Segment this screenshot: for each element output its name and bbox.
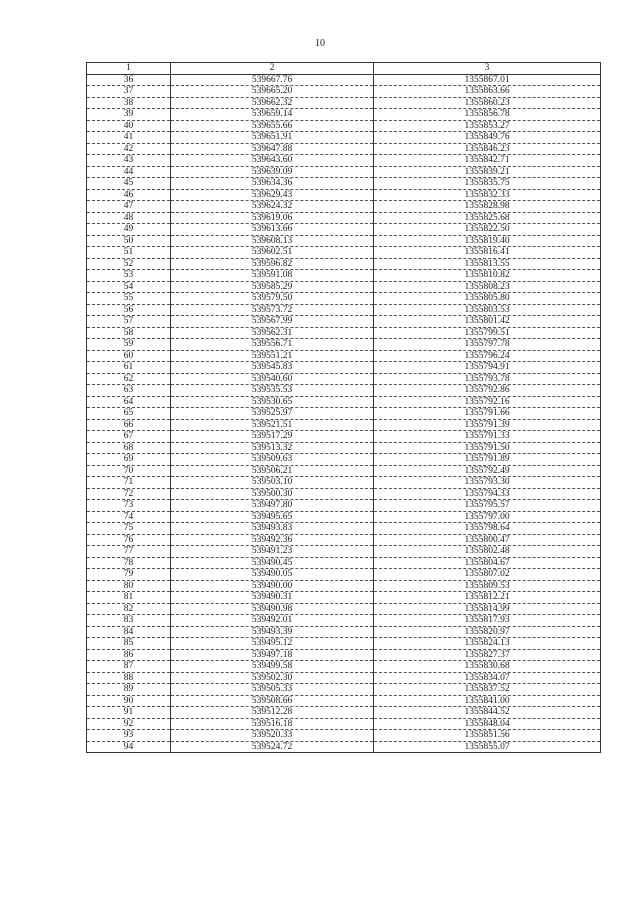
table-row: [87, 454, 601, 466]
y-coordinate-cell: 1355796.24: [374, 350, 601, 362]
table-row: [87, 247, 601, 259]
x-coordinate-cell: 539490.98: [171, 603, 374, 615]
y-coordinate-cell: 1355793.78: [374, 373, 601, 385]
coordinates-table: [86, 62, 601, 753]
point-number-cell: 42: [87, 143, 171, 155]
x-coordinate-cell: 539497.80: [171, 500, 374, 512]
table-row: [87, 327, 601, 339]
y-coordinate-cell: 1355816.41: [374, 247, 601, 259]
table-row: [87, 523, 601, 535]
point-number-cell: 87: [87, 661, 171, 673]
table-row: [87, 707, 601, 719]
point-number-cell: 78: [87, 557, 171, 569]
x-coordinate-cell: 539502.30: [171, 672, 374, 684]
y-coordinate-cell: 1355849.76: [374, 132, 601, 144]
point-number-cell: 79: [87, 569, 171, 581]
table-row: [87, 431, 601, 443]
x-coordinate-cell: 539567.99: [171, 316, 374, 328]
point-number-cell: 77: [87, 546, 171, 558]
y-coordinate-cell: 1355822.50: [374, 224, 601, 236]
y-coordinate-cell: 1355855.07: [374, 741, 601, 753]
table-row: [87, 201, 601, 213]
point-number-cell: 90: [87, 695, 171, 707]
table-row: [87, 615, 601, 627]
point-number-cell: 41: [87, 132, 171, 144]
point-number-cell: 64: [87, 396, 171, 408]
table-row: [87, 603, 601, 615]
y-coordinate-cell: 1355819.40: [374, 235, 601, 247]
x-coordinate-cell: 539659.14: [171, 109, 374, 121]
point-number-cell: 58: [87, 327, 171, 339]
point-number-cell: 69: [87, 454, 171, 466]
point-number-cell: 94: [87, 741, 171, 753]
y-coordinate-cell: 1355795.57: [374, 500, 601, 512]
point-number-cell: 37: [87, 86, 171, 98]
table-row: [87, 224, 601, 236]
table-row: [87, 316, 601, 328]
y-coordinate-cell: 1355800.47: [374, 534, 601, 546]
point-number-cell: 60: [87, 350, 171, 362]
point-number-cell: 80: [87, 580, 171, 592]
y-coordinate-cell: 1355835.75: [374, 178, 601, 190]
y-coordinate-cell: 1355867.01: [374, 74, 601, 86]
y-coordinate-cell: 1355863.66: [374, 86, 601, 98]
point-number-cell: 74: [87, 511, 171, 523]
x-coordinate-cell: 539643.60: [171, 155, 374, 167]
point-number-cell: 70: [87, 465, 171, 477]
y-coordinate-cell: 1355791.66: [374, 408, 601, 420]
y-coordinate-cell: 1355804.67: [374, 557, 601, 569]
point-number-cell: 56: [87, 304, 171, 316]
point-number-cell: 59: [87, 339, 171, 351]
point-number-cell: 86: [87, 649, 171, 661]
y-coordinate-cell: 1355834.07: [374, 672, 601, 684]
y-coordinate-cell: 1355842.71: [374, 155, 601, 167]
table-row: [87, 396, 601, 408]
point-number-cell: 63: [87, 385, 171, 397]
table-row: [87, 74, 601, 86]
point-number-cell: 52: [87, 258, 171, 270]
table-row: [87, 477, 601, 489]
x-coordinate-cell: 539629.43: [171, 189, 374, 201]
table-row: [87, 339, 601, 351]
x-coordinate-cell: 539490.05: [171, 569, 374, 581]
point-number-cell: 82: [87, 603, 171, 615]
y-coordinate-cell: 1355798.64: [374, 523, 601, 535]
table-row: [87, 155, 601, 167]
x-coordinate-cell: 539492.01: [171, 615, 374, 627]
y-coordinate-cell: 1355828.98: [374, 201, 601, 213]
table-row: [87, 465, 601, 477]
y-coordinate-cell: 1355832.33: [374, 189, 601, 201]
x-coordinate-cell: 539490.31: [171, 592, 374, 604]
y-coordinate-cell: 1355791.50: [374, 442, 601, 454]
point-number-cell: 71: [87, 477, 171, 489]
x-coordinate-cell: 539579.50: [171, 293, 374, 305]
table-row: [87, 373, 601, 385]
x-coordinate-cell: 539524.72: [171, 741, 374, 753]
column-header-point: 1: [87, 63, 171, 75]
column-header-y: 3: [374, 63, 601, 75]
x-coordinate-cell: 539662.32: [171, 97, 374, 109]
y-coordinate-cell: 1355797.00: [374, 511, 601, 523]
point-number-cell: 89: [87, 684, 171, 696]
table-row: [87, 684, 601, 696]
x-coordinate-cell: 539591.08: [171, 270, 374, 282]
table-row: [87, 132, 601, 144]
point-number-cell: 38: [87, 97, 171, 109]
y-coordinate-cell: 1355801.42: [374, 316, 601, 328]
point-number-cell: 85: [87, 638, 171, 650]
y-coordinate-cell: 1355860.23: [374, 97, 601, 109]
table-row: [87, 189, 601, 201]
table-row: [87, 661, 601, 673]
x-coordinate-cell: 539596.82: [171, 258, 374, 270]
y-coordinate-cell: 1355841.00: [374, 695, 601, 707]
point-number-cell: 36: [87, 74, 171, 86]
x-coordinate-cell: 539503.10: [171, 477, 374, 489]
y-coordinate-cell: 1355792.49: [374, 465, 601, 477]
table-row: [87, 569, 601, 581]
y-coordinate-cell: 1355813.55: [374, 258, 601, 270]
point-number-cell: 54: [87, 281, 171, 293]
point-number-cell: 50: [87, 235, 171, 247]
y-coordinate-cell: 1355792.16: [374, 396, 601, 408]
x-coordinate-cell: 539517.29: [171, 431, 374, 443]
x-coordinate-cell: 539492.36: [171, 534, 374, 546]
point-number-cell: 62: [87, 373, 171, 385]
y-coordinate-cell: 1355807.02: [374, 569, 601, 581]
x-coordinate-cell: 539499.58: [171, 661, 374, 673]
y-coordinate-cell: 1355848.04: [374, 718, 601, 730]
x-coordinate-cell: 539521.51: [171, 419, 374, 431]
point-number-cell: 44: [87, 166, 171, 178]
table-row: [87, 718, 601, 730]
point-number-cell: 47: [87, 201, 171, 213]
x-coordinate-cell: 539530.65: [171, 396, 374, 408]
point-number-cell: 84: [87, 626, 171, 638]
table-header-row: [87, 63, 601, 75]
x-coordinate-cell: 539495.12: [171, 638, 374, 650]
y-coordinate-cell: 1355803.53: [374, 304, 601, 316]
table-row: [87, 557, 601, 569]
table-row: [87, 730, 601, 742]
table-row: [87, 695, 601, 707]
y-coordinate-cell: 1355793.30: [374, 477, 601, 489]
table-row: [87, 86, 601, 98]
x-coordinate-cell: 539513.32: [171, 442, 374, 454]
table-row: [87, 488, 601, 500]
table-row: [87, 419, 601, 431]
x-coordinate-cell: 539500.30: [171, 488, 374, 500]
point-number-cell: 92: [87, 718, 171, 730]
table-row: [87, 97, 601, 109]
point-number-cell: 48: [87, 212, 171, 224]
table-row: [87, 304, 601, 316]
x-coordinate-cell: 539556.71: [171, 339, 374, 351]
point-number-cell: 61: [87, 362, 171, 374]
point-number-cell: 76: [87, 534, 171, 546]
y-coordinate-cell: 1355791.89: [374, 454, 601, 466]
point-number-cell: 51: [87, 247, 171, 259]
x-coordinate-cell: 539667.76: [171, 74, 374, 86]
y-coordinate-cell: 1355799.51: [374, 327, 601, 339]
table-row: [87, 270, 601, 282]
x-coordinate-cell: 539490.45: [171, 557, 374, 569]
table-row: [87, 120, 601, 132]
point-number-cell: 39: [87, 109, 171, 121]
x-coordinate-cell: 539535.53: [171, 385, 374, 397]
x-coordinate-cell: 539613.66: [171, 224, 374, 236]
table-row: [87, 109, 601, 121]
table-body: [87, 74, 601, 753]
x-coordinate-cell: 539508.66: [171, 695, 374, 707]
table-row: [87, 408, 601, 420]
x-coordinate-cell: 539516.18: [171, 718, 374, 730]
table-row: [87, 500, 601, 512]
x-coordinate-cell: 539562.31: [171, 327, 374, 339]
point-number-cell: 88: [87, 672, 171, 684]
x-coordinate-cell: 539490.00: [171, 580, 374, 592]
x-coordinate-cell: 539505.33: [171, 684, 374, 696]
x-coordinate-cell: 539495.65: [171, 511, 374, 523]
y-coordinate-cell: 1355794.33: [374, 488, 601, 500]
y-coordinate-cell: 1355809.53: [374, 580, 601, 592]
y-coordinate-cell: 1355820.97: [374, 626, 601, 638]
point-number-cell: 65: [87, 408, 171, 420]
y-coordinate-cell: 1355837.52: [374, 684, 601, 696]
x-coordinate-cell: 539665.20: [171, 86, 374, 98]
point-number-cell: 67: [87, 431, 171, 443]
x-coordinate-cell: 539509.63: [171, 454, 374, 466]
point-number-cell: 83: [87, 615, 171, 627]
table-row: [87, 580, 601, 592]
table-row: [87, 442, 601, 454]
y-coordinate-cell: 1355791.33: [374, 431, 601, 443]
y-coordinate-cell: 1355824.13: [374, 638, 601, 650]
table-row: [87, 212, 601, 224]
x-coordinate-cell: 539634.36: [171, 178, 374, 190]
table-row: [87, 385, 601, 397]
table-row: [87, 511, 601, 523]
y-coordinate-cell: 1355851.56: [374, 730, 601, 742]
x-coordinate-cell: 539506.21: [171, 465, 374, 477]
table-row: [87, 638, 601, 650]
table-row: [87, 293, 601, 305]
table-row: [87, 166, 601, 178]
point-number-cell: 43: [87, 155, 171, 167]
point-number-cell: 91: [87, 707, 171, 719]
y-coordinate-cell: 1355856.78: [374, 109, 601, 121]
table-row: [87, 258, 601, 270]
table-row: [87, 626, 601, 638]
point-number-cell: 72: [87, 488, 171, 500]
table-row: [87, 546, 601, 558]
x-coordinate-cell: 539619.06: [171, 212, 374, 224]
y-coordinate-cell: 1355830.68: [374, 661, 601, 673]
y-coordinate-cell: 1355853.27: [374, 120, 601, 132]
table-row: [87, 235, 601, 247]
x-coordinate-cell: 539545.83: [171, 362, 374, 374]
point-number-cell: 68: [87, 442, 171, 454]
y-coordinate-cell: 1355846.23: [374, 143, 601, 155]
point-number-cell: 53: [87, 270, 171, 282]
point-number-cell: 73: [87, 500, 171, 512]
x-coordinate-cell: 539624.32: [171, 201, 374, 213]
table-row: [87, 350, 601, 362]
x-coordinate-cell: 539512.28: [171, 707, 374, 719]
table-row: [87, 178, 601, 190]
y-coordinate-cell: 1355805.80: [374, 293, 601, 305]
x-coordinate-cell: 539651.91: [171, 132, 374, 144]
point-number-cell: 40: [87, 120, 171, 132]
x-coordinate-cell: 539493.39: [171, 626, 374, 638]
x-coordinate-cell: 539493.83: [171, 523, 374, 535]
point-number-cell: 75: [87, 523, 171, 535]
point-number-cell: 49: [87, 224, 171, 236]
point-number-cell: 93: [87, 730, 171, 742]
x-coordinate-cell: 539639.09: [171, 166, 374, 178]
x-coordinate-cell: 539608.13: [171, 235, 374, 247]
point-number-cell: 81: [87, 592, 171, 604]
y-coordinate-cell: 1355808.23: [374, 281, 601, 293]
table-row: [87, 741, 601, 753]
y-coordinate-cell: 1355817.93: [374, 615, 601, 627]
point-number-cell: 55: [87, 293, 171, 305]
x-coordinate-cell: 539540.60: [171, 373, 374, 385]
x-coordinate-cell: 539551.21: [171, 350, 374, 362]
x-coordinate-cell: 539647.88: [171, 143, 374, 155]
table-row: [87, 362, 601, 374]
point-number-cell: 57: [87, 316, 171, 328]
point-number-cell: 46: [87, 189, 171, 201]
table-row: [87, 143, 601, 155]
x-coordinate-cell: 539491.23: [171, 546, 374, 558]
point-number-cell: 45: [87, 178, 171, 190]
y-coordinate-cell: 1355802.48: [374, 546, 601, 558]
point-number-cell: 66: [87, 419, 171, 431]
table-row: [87, 649, 601, 661]
x-coordinate-cell: 539525.97: [171, 408, 374, 420]
y-coordinate-cell: 1355792.86: [374, 385, 601, 397]
table-row: [87, 281, 601, 293]
y-coordinate-cell: 1355844.52: [374, 707, 601, 719]
x-coordinate-cell: 539585.29: [171, 281, 374, 293]
y-coordinate-cell: 1355810.82: [374, 270, 601, 282]
y-coordinate-cell: 1355794.91: [374, 362, 601, 374]
y-coordinate-cell: 1355812.21: [374, 592, 601, 604]
y-coordinate-cell: 1355797.78: [374, 339, 601, 351]
y-coordinate-cell: 1355814.99: [374, 603, 601, 615]
page-number: 10: [315, 38, 325, 49]
x-coordinate-cell: 539573.72: [171, 304, 374, 316]
y-coordinate-cell: 1355827.37: [374, 649, 601, 661]
x-coordinate-cell: 539497.18: [171, 649, 374, 661]
y-coordinate-cell: 1355839.21: [374, 166, 601, 178]
column-header-x: 2: [171, 63, 374, 75]
x-coordinate-cell: 539602.51: [171, 247, 374, 259]
x-coordinate-cell: 539520.33: [171, 730, 374, 742]
x-coordinate-cell: 539655.66: [171, 120, 374, 132]
y-coordinate-cell: 1355791.39: [374, 419, 601, 431]
table-row: [87, 592, 601, 604]
y-coordinate-cell: 1355825.68: [374, 212, 601, 224]
table-row: [87, 534, 601, 546]
table-row: [87, 672, 601, 684]
